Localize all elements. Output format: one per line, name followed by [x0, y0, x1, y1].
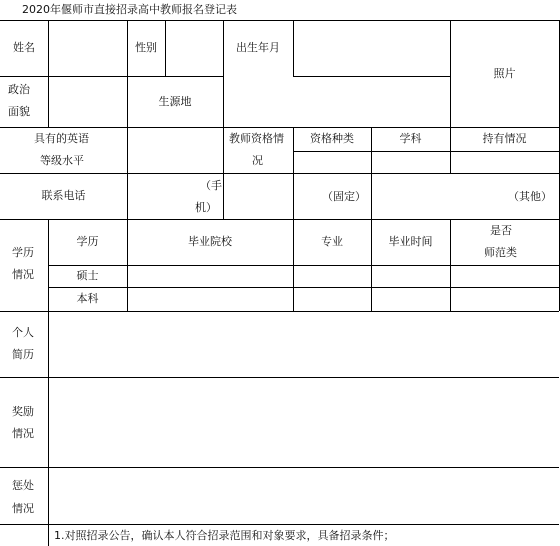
name-label: 姓名 — [13, 41, 35, 54]
bachelor-label: 本科 — [76, 292, 99, 305]
col-line — [371, 173, 372, 219]
mobile-label-line1: （手 — [200, 179, 222, 192]
master-label: 硕士 — [76, 269, 99, 282]
political-label-line1: 政治 — [8, 83, 30, 96]
major-header: 专业 — [321, 235, 343, 248]
political-label-line2: 面貌 — [8, 105, 30, 118]
reward-label-line1: 奖励 — [12, 405, 34, 418]
degree-header: 学历 — [76, 235, 99, 248]
normal-header-line2: 师范类 — [484, 246, 517, 259]
phone-label: 联系电话 — [41, 189, 86, 202]
landline-label: （固定） — [322, 190, 366, 203]
held-header: 持有情况 — [482, 132, 527, 145]
birth-label: 出生年月 — [236, 41, 280, 54]
photo-label: 照片 — [493, 66, 516, 80]
other-phone-label: （其他） — [508, 190, 552, 203]
form-title: 2020年偃师市直接招录高中教师报名登记表 — [22, 3, 237, 16]
col-line — [450, 219, 451, 311]
punish-label-line1: 惩处 — [12, 479, 34, 492]
row-line — [0, 467, 559, 468]
cert-type-header: 资格种类 — [310, 132, 354, 145]
row-line — [293, 151, 559, 152]
resume-label-line2: 简历 — [12, 348, 34, 361]
gender-label: 性别 — [135, 41, 157, 54]
row-line — [0, 377, 559, 378]
mobile-label-line2: 机） — [195, 201, 217, 214]
cert-label-line2: 况 — [252, 154, 263, 167]
row-line — [293, 76, 450, 77]
normal-header-line1: 是否 — [490, 224, 512, 237]
subject-header: 学科 — [399, 132, 422, 145]
col-line — [165, 20, 166, 76]
row-line — [0, 524, 559, 525]
instruction-note: 1.对照招录公告，确认本人符合招录范围和对象要求，具备招录条件； — [54, 529, 395, 542]
grad-time-header: 毕业时间 — [388, 235, 433, 248]
education-label-line1: 学历 — [12, 246, 34, 259]
punish-label-line2: 情况 — [12, 502, 34, 515]
english-label-line2: 等级水平 — [40, 154, 84, 167]
english-label-line1: 具有的英语 — [34, 132, 89, 145]
school-header: 毕业院校 — [188, 235, 232, 248]
education-label-line2: 情况 — [12, 268, 34, 281]
origin-label: 生源地 — [158, 94, 192, 108]
reward-label-line2: 情况 — [12, 427, 34, 440]
row-line — [0, 311, 559, 312]
col-line — [48, 20, 49, 127]
cert-label-line1: 教师资格情 — [229, 132, 284, 145]
col-line — [293, 20, 294, 76]
resume-label-line1: 个人 — [12, 326, 34, 339]
